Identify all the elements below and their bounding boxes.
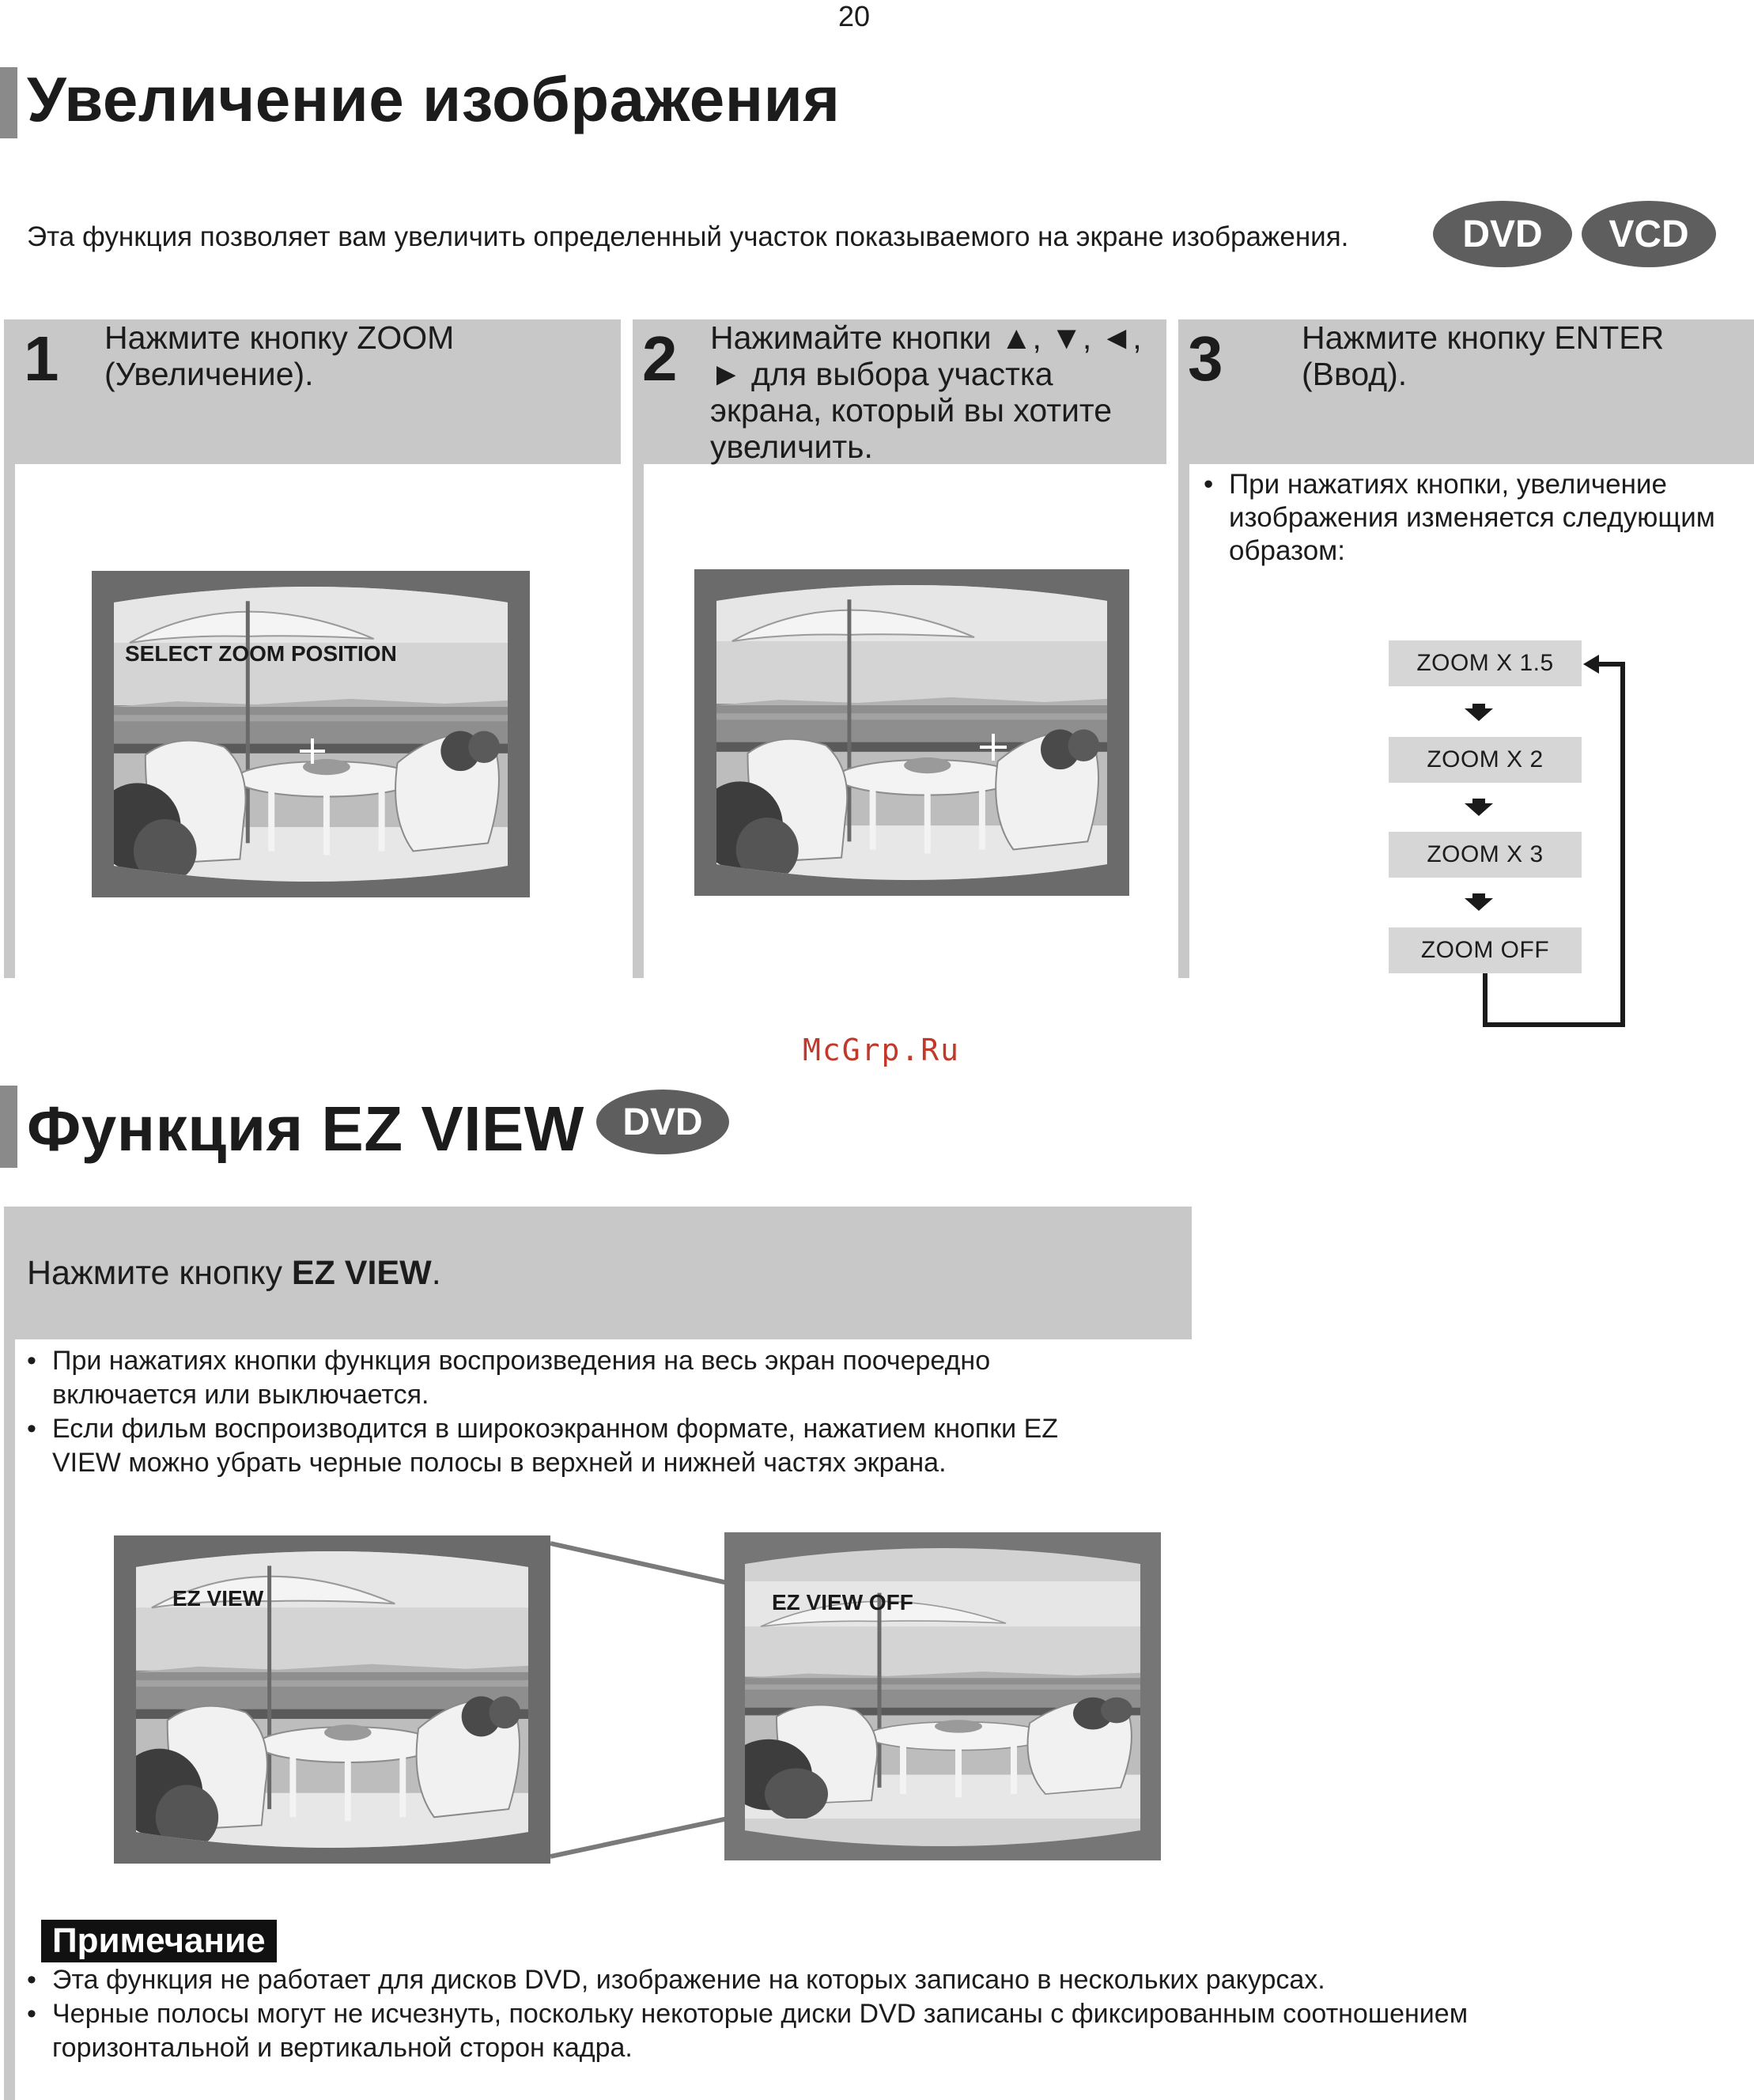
step-3-text: Нажмите кнопку ENTER (Ввод). bbox=[1302, 319, 1665, 392]
down-arrow-icon bbox=[1465, 704, 1493, 721]
badge-dvd: DVD bbox=[1433, 201, 1572, 267]
step-2-number: 2 bbox=[642, 323, 678, 394]
ezview-instruction: Нажмите кнопку EZ VIEW. bbox=[27, 1254, 441, 1292]
step-1-number: 1 bbox=[24, 323, 59, 394]
zoom-cycle-arrows bbox=[1376, 633, 1637, 1036]
zoom-level-2: ZOOM X 2 bbox=[1389, 737, 1582, 783]
step-1-screen bbox=[92, 571, 530, 897]
zoom-level-3: ZOOM X 3 bbox=[1389, 832, 1582, 878]
zoom-level-off: ZOOM OFF bbox=[1389, 927, 1582, 973]
zoom-section-title: Увеличение изображения bbox=[27, 64, 841, 134]
zoom-intro-text: Эта функция позволяет вам увеличить определенный участок показываемого на экране изображения. bbox=[27, 221, 1349, 252]
watermark: McGrp.Ru bbox=[803, 1033, 961, 1067]
left-arrow-icon bbox=[1583, 655, 1599, 674]
step-3-note: • При нажатиях кнопки, увеличение изображения изменяется следующим образом: bbox=[1204, 468, 1715, 568]
ezview-section-title: Функция EZ VIEW bbox=[27, 1093, 584, 1164]
step-2-text: Нажимайте кнопки ▲, ▼, ◄, ► для выбора участка экрана, который вы хотите увеличить. bbox=[710, 319, 1142, 465]
ezview-divider bbox=[4, 1339, 15, 2100]
loop-back-line bbox=[1485, 664, 1623, 1025]
down-arrow-icon bbox=[1465, 799, 1493, 816]
zoom-level-1-5: ZOOM X 1.5 bbox=[1389, 640, 1582, 686]
section-bar bbox=[0, 67, 17, 138]
ezview-on-screen bbox=[114, 1535, 550, 1864]
step-1-divider bbox=[4, 464, 15, 978]
down-arrow-icon bbox=[1465, 893, 1493, 911]
step-3-number: 3 bbox=[1188, 323, 1223, 394]
ezview-on-label: EZ VIEW bbox=[172, 1586, 264, 1611]
badge-vcd: VCD bbox=[1582, 201, 1716, 267]
section-bar bbox=[0, 1086, 17, 1168]
page-number: 20 bbox=[837, 0, 871, 32]
note-bullets: • Эта функция не работает для дисков DVD, изображение на которых записано в нескольких ракурсах. • Черные полосы могут не исчезнуть, поскольку некоторые диски DVD записаны с фиксированным соотношением горизонтальной и вертикальной сторон кадра. bbox=[27, 1963, 1468, 2065]
select-zoom-position-label: SELECT ZOOM POSITION bbox=[125, 641, 397, 666]
ezview-off-label: EZ VIEW OFF bbox=[772, 1590, 913, 1615]
ezview-connector-lines bbox=[546, 1534, 735, 1866]
ezview-off-screen bbox=[724, 1532, 1161, 1860]
step-2-divider bbox=[633, 464, 644, 978]
ezview-bullets: • При нажатиях кнопки функция воспроизведения на весь экран поочередно включается или выключается. • Если фильм воспроизводится в широкоэкранном формате, нажатием кнопки EZ VIEW можно убрать черные полосы в верхней и нижней частях экрана. bbox=[27, 1344, 1058, 1480]
step-3-divider bbox=[1178, 464, 1189, 978]
step-1-text: Нажмите кнопку ZOOM (Увеличение). bbox=[104, 319, 455, 392]
step-2-screen bbox=[694, 569, 1129, 896]
note-label: Примечание bbox=[41, 1920, 277, 1962]
badge-dvd: DVD bbox=[596, 1090, 729, 1154]
